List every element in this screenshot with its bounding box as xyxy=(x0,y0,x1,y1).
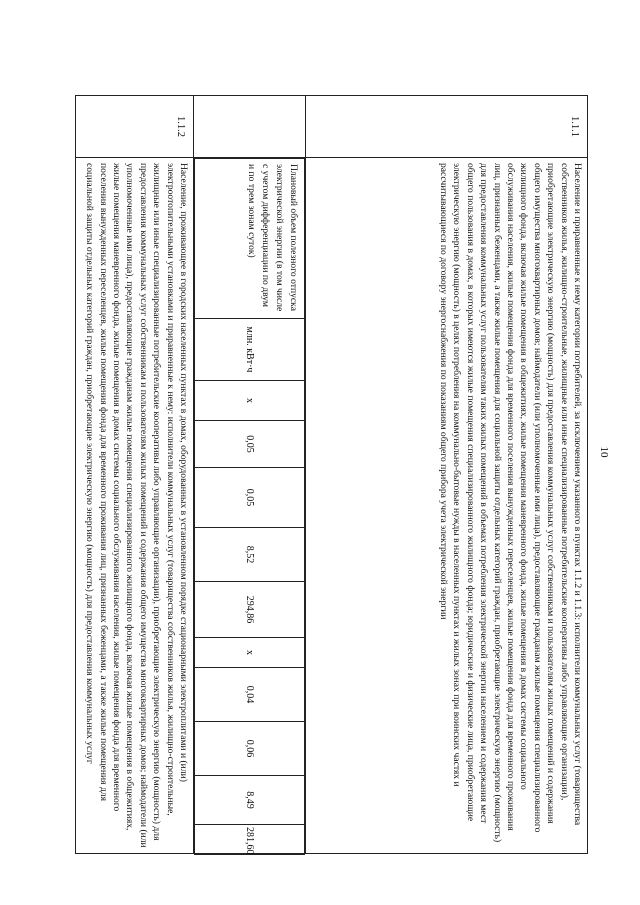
value-cell: 0,05 xyxy=(195,421,305,468)
row-description: Население и приравненные к нему категории потребителей, за исключением указанного в пунктах 1.1.2 и 1.1.3: исполнители коммунальных услуг (товарищества собственников жилья, жилищно-строительные, жилищные или иные специализированные потребительские кооперативы либо управляющие организации), приобретающие электрическую энергию (мощность) для предоставления коммунальных услуг собственникам и пользователям жилых помещений и содержания общего имущества многоквартирных домов; наймодатели (или уполномоченные ими лица), предоставляющие гражданам жилые помещения специализированного жилищного фонда, включая жилые помещения в общежитиях, жилые помещения маневренного фонда, жилые помещения в домах системы социального обслуживания населения, жилые помещения фонда для временного поселения вынужденных переселенцев, жилые помещения фонда для временного проживания лиц, признанных беженцами, а также жилые помещения для социальной защиты отдельных категорий граждан, приобретающие электрическую энергию (мощность) для предоставления коммунальных услуг пользователям таких жилых помещений в объемах потребления электрической энергии населением и содержания мест общего пользования в домах, в которых имеются жилые помещения специализированного жилищного фонда; юридические и физические лица, приобретающие электрическую энергию (мощность) в целях потребления на коммунально-бытовые нужды в населенных пунктах и жилых зонах при воинских частях и рассчитывающиеся по договору энергоснабжения по показаниям общего прибора учета электрической энергии xyxy=(437,163,583,843)
table-row xyxy=(76,96,194,854)
value-cell: 8,52 xyxy=(195,528,305,582)
row-description-cell xyxy=(306,158,588,854)
unit-cell: млн. кВт·ч xyxy=(195,319,305,381)
value-cell: 0,05 xyxy=(195,468,305,528)
empty-number-cell xyxy=(194,96,306,158)
volume-subrow-cell xyxy=(194,158,306,854)
volume-row xyxy=(195,159,305,855)
value-cell: 0,04 xyxy=(195,668,305,722)
table-row xyxy=(194,96,306,854)
row-number: 1.1.1 xyxy=(306,96,588,158)
value-cell: 8,49 xyxy=(195,776,305,825)
tariff-table xyxy=(75,95,588,854)
table-row xyxy=(306,96,588,854)
row-number: 1.1.2 xyxy=(76,96,194,158)
value-cell: 294,86 xyxy=(195,582,305,638)
value-cell: x xyxy=(195,381,305,421)
volume-subrow-table xyxy=(194,158,305,855)
value-cell: x xyxy=(195,638,305,668)
page-number: 10 xyxy=(598,446,610,458)
row-description: Население, проживающее в городских населенных пунктах в домах, оборудованных в установленном порядке стационарными электроплитами и (или) электроотопительными установками и приравненные к нему: исполнители коммунальных услуг (товарищества собственников жилья, жилищно-строительные, жилищные или иные специализированные потребительские кооперативы либо управляющие организации), приобретающие электрическую энергию (мощность) для предоставления коммунальных услуг собственникам и пользователям жилых помещений и содержания общего имущества многоквартирных домов; наймодатели (или уполномоченные ими лица), предоставляющие гражданам жилые помещения специализированного жилищного фонда, включая жилые помещения в общежитиях, жилые помещения маневренного фонда, жилые помещения в домах системы социального обслуживания населения, жилые помещения фонда для временного поселения вынужденных переселенцев, жилые помещения фонда для временного проживания лиц, признанных беженцами, а также жилые помещения для социальной защиты отдельных категорий граждан, приобретающие электрическую энергию (мощность) для предоставления коммунальных услуг xyxy=(84,163,189,848)
value-cell: 281,60 xyxy=(195,825,305,855)
volume-label: Плановый объем полезного отпуска электрической энергии (в том числе с учетом дифференциации по двум и по трем зонам суток) xyxy=(195,159,305,319)
value-cell: 0,06 xyxy=(195,722,305,776)
rotated-tariff-table-sheet xyxy=(78,95,588,853)
row-description-cell xyxy=(76,158,194,854)
